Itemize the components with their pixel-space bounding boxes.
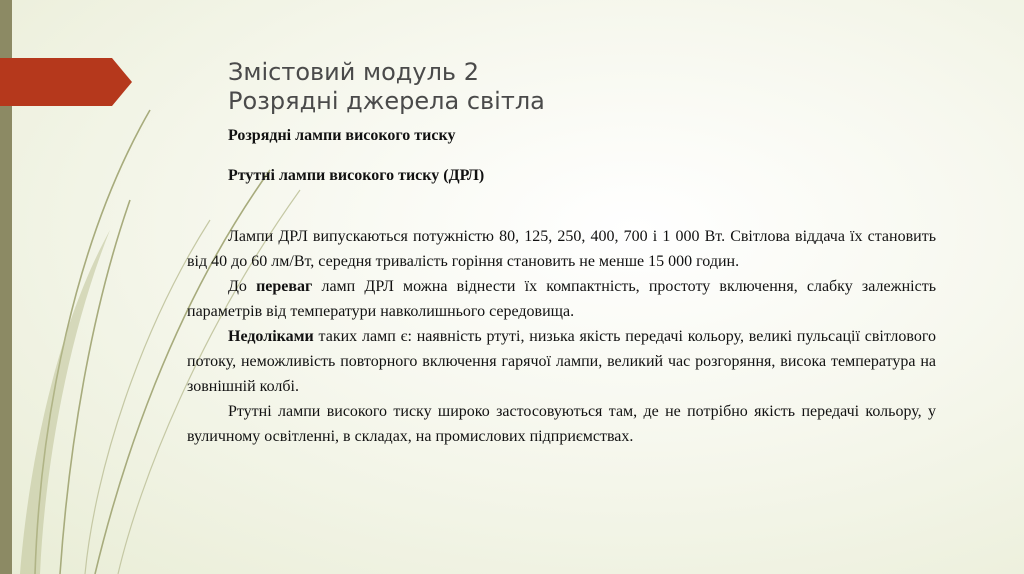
- title-line-1: Змістовий модуль 2: [228, 58, 479, 86]
- paragraph-2-rest: ламп ДРЛ можна віднести їх компактність, простоту включення, слабку залежність параметрів від температури навколишнього середовища.: [187, 278, 936, 320]
- section-heading: Ртутні лампи високого тиску (ДРЛ): [228, 167, 485, 184]
- paragraph-1: Лампи ДРЛ випускаються потужністю 80, 125, 250, 400, 700 і 1 000 Вт. Світлова віддача їх становить від 40 до 60 лм/Вт, середня тривалість горіння становить не менше 15 000 годин.: [187, 228, 936, 270]
- paragraph-2: [187, 274, 936, 324]
- paragraph-3: [187, 324, 936, 399]
- slide-title: [228, 58, 545, 116]
- paragraph-2-bold: переваг: [256, 278, 313, 295]
- body-text: [187, 224, 936, 449]
- title-line-2: Розрядні джерела світла: [228, 87, 545, 115]
- paragraph-3-bold: Недоліками: [228, 328, 314, 345]
- paragraph-3-rest: таких ламп є: наявність ртуті, низька якість передачі кольору, великі пульсації світлового потоку, неможливість повторного включення гарячої лампи, великий час розгоряння, висока температура на зовнішній колбі.: [187, 328, 936, 395]
- paragraph-2-prefix: До: [228, 278, 257, 295]
- title-ribbon: [0, 58, 132, 106]
- paragraph-4: Ртутні лампи високого тиску широко застосовуються там, де не потрібно якість передачі кольору, у вуличному освітленні, в складах, на промислових підприємствах.: [187, 403, 936, 445]
- section-subtitle: Розрядні лампи високого тиску: [228, 127, 456, 144]
